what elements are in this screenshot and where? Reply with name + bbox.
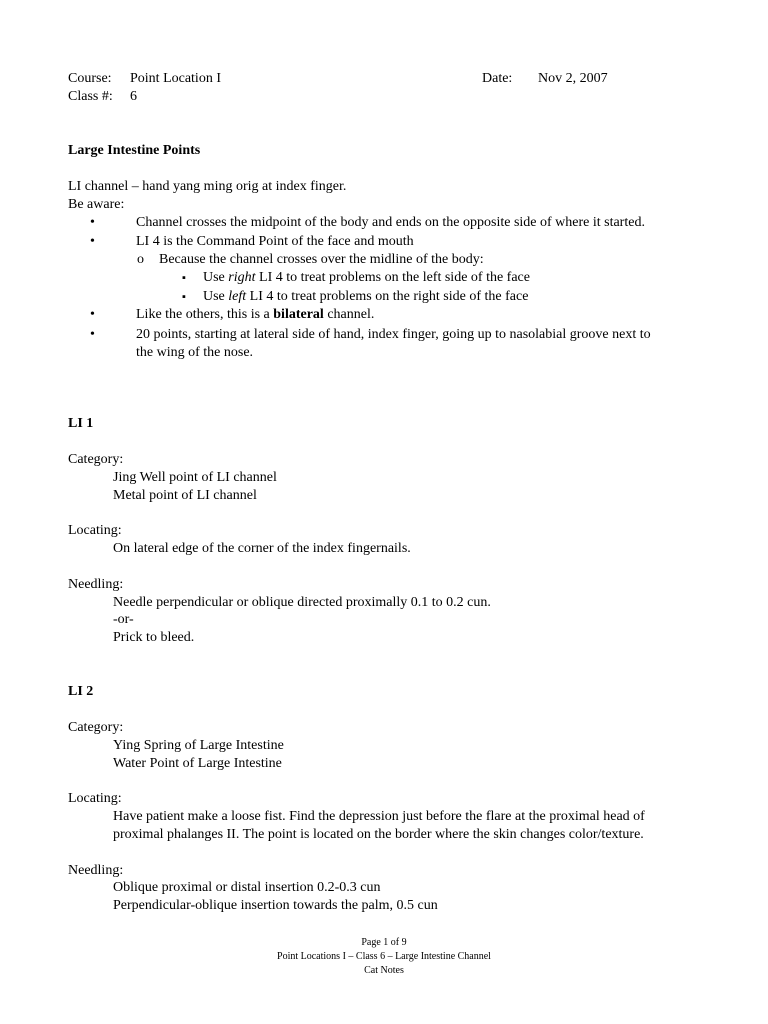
intro-line: LI channel – hand yang ming orig at index finger. <box>68 179 347 194</box>
be-aware-label: Be aware: <box>68 197 125 212</box>
category-item: Jing Well point of LI channel <box>113 470 277 485</box>
needling-text: Prick to bleed. <box>113 630 195 645</box>
sub-bullet-item: Because the channel crosses over the midline of the body: <box>159 252 484 267</box>
category-label: Category: <box>68 720 124 735</box>
bullet-marker: • <box>90 327 95 342</box>
date-label: Date: <box>482 71 513 86</box>
footer-title: Point Locations I – Class 6 – Large Intestine Channel <box>277 951 491 962</box>
locating-text: proximal phalanges II. The point is located on the border where the skin changes color/texture. <box>113 827 644 842</box>
needling-text: Oblique proximal or distal insertion 0.2-0.3 cun <box>113 880 381 895</box>
course-value: Point Location I <box>130 71 221 86</box>
locating-label: Locating: <box>68 523 122 538</box>
footer-author: Cat Notes <box>364 965 404 976</box>
bullet-item-continued: the wing of the nose. <box>136 345 254 360</box>
section-heading-li2: LI 2 <box>68 684 94 699</box>
bullet-item: 20 points, starting at lateral side of hand, index finger, going up to nasolabial groove next to <box>136 327 651 342</box>
needling-or: -or- <box>113 612 134 627</box>
section-heading-li1: LI 1 <box>68 416 94 431</box>
needling-label: Needling: <box>68 577 124 592</box>
footer-page-number: Page 1 of 9 <box>361 937 407 948</box>
category-item: Ying Spring of Large Intestine <box>113 738 284 753</box>
bullet-item: Channel crosses the midpoint of the body and ends on the opposite side of where it started. <box>136 215 645 230</box>
locating-label: Locating: <box>68 791 122 806</box>
page-title: Large Intestine Points <box>68 143 201 158</box>
subsub-bullet-marker: ▪ <box>182 291 186 303</box>
needling-text: Needle perpendicular or oblique directed proximally 0.1 to 0.2 cun. <box>113 595 491 610</box>
bullet-item: Like the others, this is a bilateral channel. <box>136 307 375 322</box>
category-label: Category: <box>68 452 124 467</box>
class-label: Class #: <box>68 89 113 104</box>
bullet-marker: • <box>90 234 95 249</box>
class-value: 6 <box>130 89 137 104</box>
bullet-marker: • <box>90 215 95 230</box>
locating-text: Have patient make a loose fist. Find the depression just before the flare at the proximal head of <box>113 809 645 824</box>
subsub-bullet-marker: ▪ <box>182 272 186 284</box>
locating-text: On lateral edge of the corner of the index fingernails. <box>113 541 411 556</box>
sub-bullet-marker: o <box>137 252 144 267</box>
needling-text: Perpendicular-oblique insertion towards the palm, 0.5 cun <box>113 898 438 913</box>
category-item: Metal point of LI channel <box>113 488 257 503</box>
bullet-marker: • <box>90 307 95 322</box>
subsub-bullet-item: Use left LI 4 to treat problems on the right side of the face <box>203 289 529 304</box>
category-item: Water Point of Large Intestine <box>113 756 282 771</box>
bullet-item: LI 4 is the Command Point of the face and mouth <box>136 234 414 249</box>
course-label: Course: <box>68 71 112 86</box>
date-value: Nov 2, 2007 <box>538 71 608 86</box>
needling-label: Needling: <box>68 863 124 878</box>
subsub-bullet-item: Use right LI 4 to treat problems on the left side of the face <box>203 270 530 285</box>
